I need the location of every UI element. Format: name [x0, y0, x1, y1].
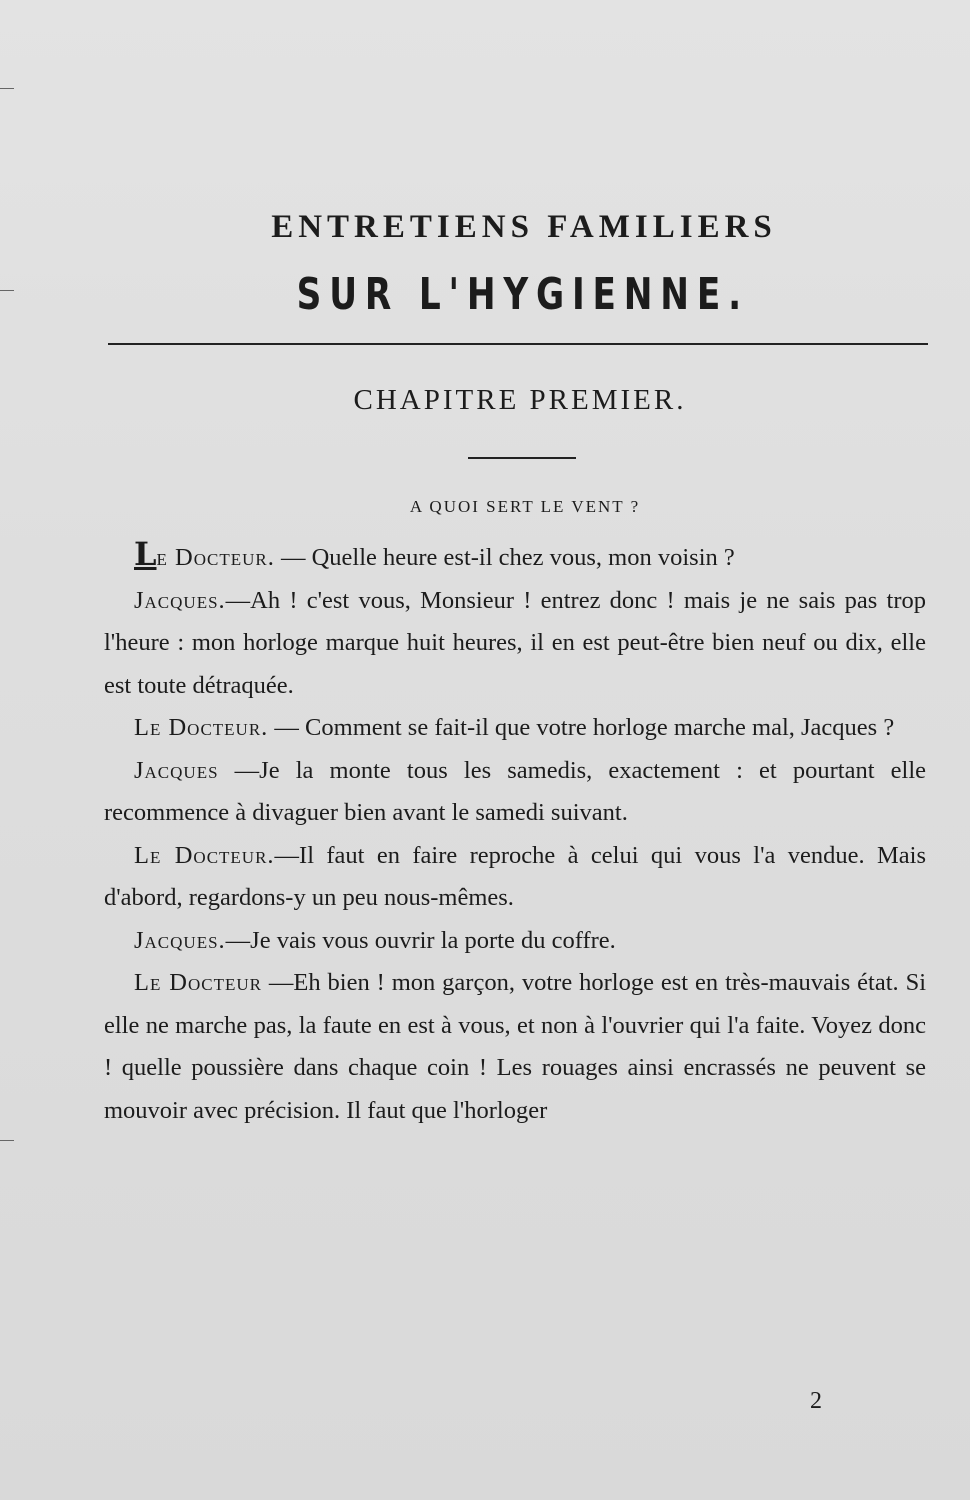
speaker-name: e Docteur. [156, 544, 275, 571]
title-rule [108, 343, 928, 345]
paragraph-2 [104, 580, 926, 708]
paragraph-text: —Eh bien ! mon garçon, votre horloge est en très-mauvais état. Si elle ne marche pas, la faute en est à vous, et non à l'ouvrier qui l'a faite. Voyez donc ! quelle poussière dans chaque coin ! Les rouages ainsi encrassés ne peuvent se mouvoir avec précision. Il faut que l'horloger [104, 969, 927, 1124]
chapter-subtitle: A QUOI SERT LE VENT ? [409, 497, 641, 516]
paragraph-text: —Je vais vous ouvrir la porte du coffre. [225, 926, 616, 954]
paragraph-6 [104, 920, 926, 963]
chapter-rule [468, 457, 576, 459]
speaker-name: Jacques [134, 756, 219, 784]
paragraph-4 [104, 750, 926, 835]
speaker-name: Le Docteur. [134, 841, 275, 869]
page-content [104, 205, 926, 1132]
dialogue-text [104, 533, 926, 1132]
paragraph-7 [104, 962, 926, 1132]
paragraph-1 [104, 533, 926, 580]
paragraph-3 [104, 707, 926, 750]
margin-mark [0, 1140, 14, 1141]
title-line-1: ENTRETIENS FAMILIERS [271, 209, 777, 245]
paragraph-text: —Il faut en faire reproche à celui qui vous l'a vendue. Mais d'abord, regardons-y un peu nous-mêmes. [104, 841, 926, 911]
drop-cap: L [134, 535, 157, 573]
paragraph-text: —Je la monte tous les samedis, exactement : et pourtant elle recommence à divaguer bien avant le samedi suivant. [104, 756, 926, 826]
paragraph-text: — Quelle heure est-il chez vous, mon voisin ? [274, 544, 735, 571]
chapter-title: CHAPITRE PREMIER. [353, 384, 687, 416]
speaker-name: Le Docteur [134, 969, 262, 996]
title-line-2: SUR L'HYGIENNE. [296, 269, 749, 320]
speaker-name: Le Docteur. [134, 714, 269, 741]
paragraph-text: — Comment se fait-il que votre horloge marche mal, Jacques ? [268, 714, 895, 741]
page-number: 2 [810, 1388, 822, 1414]
speaker-name: Jacques. [134, 926, 226, 954]
paragraph-text: —Ah ! c'est vous, Monsieur ! entrez donc ! mais je ne sais pas trop l'heure : mon horloge marque huit heures, il en est peut-être bien neuf ou dix, elle est toute détraquée. [104, 586, 926, 699]
paragraph-5 [104, 835, 926, 920]
margin-mark [0, 88, 14, 89]
speaker-name: Jacques. [134, 586, 226, 614]
margin-mark [0, 290, 14, 291]
